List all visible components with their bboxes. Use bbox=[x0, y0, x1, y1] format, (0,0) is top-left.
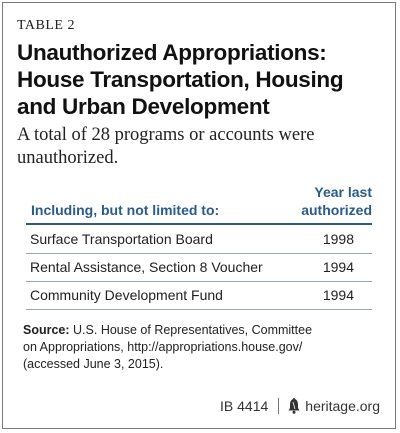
source-line-2: on Appropriations, http://appropriations.house.gov/ bbox=[23, 340, 303, 354]
column-header-year-line-2: authorized bbox=[301, 202, 372, 218]
intro-line-2: unauthorized. bbox=[17, 147, 119, 168]
table-row bbox=[26, 226, 372, 253]
liberty-bell-icon bbox=[287, 398, 301, 414]
footer-divider bbox=[278, 398, 279, 414]
row-program-name: Rental Assistance, Section 8 Voucher bbox=[30, 259, 263, 275]
intro-text bbox=[17, 124, 377, 169]
source-line-1 bbox=[23, 322, 373, 339]
site-name[interactable]: heritage.org bbox=[305, 398, 380, 414]
figure-title bbox=[17, 39, 387, 120]
source-line-3: (accessed June 3, 2015). bbox=[23, 357, 164, 371]
intro-line-1: A total of 28 programs or accounts were bbox=[17, 125, 315, 145]
row-year: 1994 bbox=[322, 259, 354, 275]
table-label: TABLE 2 bbox=[17, 18, 75, 33]
row-program-name: Surface Transportation Board bbox=[30, 231, 213, 247]
column-header-year-line-1: Year last bbox=[314, 184, 372, 200]
title-line-1: Unauthorized Appropriations: bbox=[17, 40, 327, 65]
source-text-1: U.S. House of Representatives, Committee bbox=[73, 323, 313, 337]
table-row bbox=[26, 282, 372, 309]
table-row bbox=[26, 254, 372, 281]
row-divider bbox=[26, 309, 372, 310]
title-line-3: and Urban Development bbox=[17, 94, 270, 119]
row-year: 1998 bbox=[322, 231, 354, 247]
title-line-2: House Transportation, Housing bbox=[17, 67, 344, 92]
footer bbox=[220, 398, 380, 414]
row-program-name: Community Development Fund bbox=[30, 287, 223, 303]
column-header-program: Including, but not limited to: bbox=[31, 202, 220, 218]
row-year: 1994 bbox=[322, 287, 354, 303]
source-label: Source: bbox=[23, 323, 70, 337]
column-header-year bbox=[252, 183, 372, 219]
header-rule bbox=[26, 223, 372, 225]
source-note bbox=[23, 322, 373, 373]
brief-id: IB 4414 bbox=[220, 398, 269, 414]
